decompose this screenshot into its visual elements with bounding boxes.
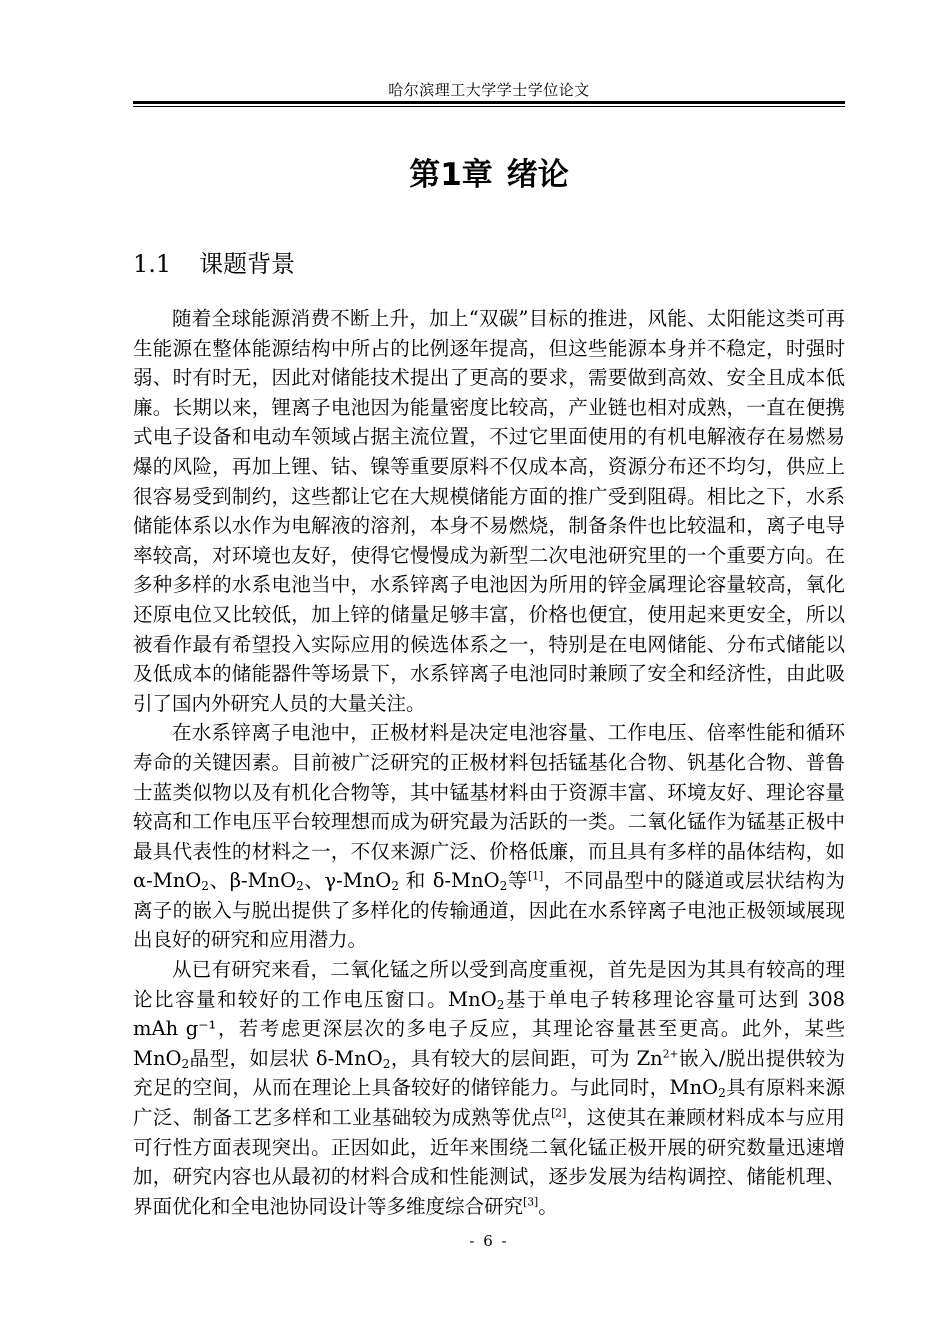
chapter-title: [133, 152, 845, 198]
page-number: - 6 -: [469, 1232, 509, 1250]
section-number: 1.1: [133, 250, 172, 278]
header-rule-thick: [133, 101, 845, 104]
chapter-name: 绪论: [506, 157, 569, 193]
paragraph-1: 随着全球能源消费不断上升，加上“双碳”目标的推进，风能、太阳能这类可再生能源在整体能源结构中所占的比例逐年提高，但这些能源本身并不稳定，时强时弱、时有时无，因此对储能技术提出了更高的要求，需要做到高效、安全且成本低廉。长期以来，锂离子电池因为能量密度比较高，产业链也相对成熟，一直在便携式电子设备和电动车领域占据主流位置，不过它里面使用的有机电解液存在易燃易爆的风险，再加上锂、钴、镍等重要原料不仅成本高，资源分布还不均匀，供应上很容易受到制约，这些都让它在大规模储能方面的推广受到阻碍。相比之下，水系储能体系以水作为电解液的溶剂，本身不易燃烧，制备条件也比较温和，离子电导率较高，对环境也友好，使得它慢慢成为新型二次电池研究里的一个重要方向。在多种多样的水系电池当中，水系锌离子电池因为所用的锌金属理论容量较高，氧化还原电位又比较低，加上锌的储量足够丰富，价格也便宜，使用起来更安全，所以被看作最有希望投入实际应用的候选体系之一，特别是在电网储能、分布式储能以及低成本的储能器件等场景下，水系锌离子电池同时兼顾了安全和经济性，由此吸引了国内外研究人员的大量关注。: [133, 307, 845, 715]
paragraph-3: 从已有研究来看，二氧化锰之所以受到高度重视，首先是因为其具有较高的理论比容量和较好的工作电压窗口。MnO$_2$基于单电子转移理论容量可达到 308 mAh g⁻¹，若考虑更深层次的多电子反应，其理论容量甚至更高。此外，某些 MnO$_2$晶型，如层状 δ-MnO$_2$，具有较大的层间距，可为 $Zn^{2+}$嵌入/脱出提供较为充足的空间，从而在理论上具备较好的储锌能力。与此同时，MnO$_2$具有原料来源广泛、制备工艺多样和工业基础较为成熟等优点[2]，这使其在兼顾材料成本与应用可行性方面表现突出。正因如此，近年来围绕二氧化锰正极开展的研究数量迅速增加，研究内容也从最初的材料合成和性能测试，逐步发展为结构调控、储能机理、界面优化和全电池协同设计等多维度综合研究[3]。: [133, 958, 846, 1218]
section-heading: [133, 246, 295, 282]
header-rule-thin: [133, 106, 845, 107]
citation-2[interactable]: [2]: [551, 1106, 567, 1120]
running-header: 哈尔滨理工大学学士学位论文: [388, 81, 590, 99]
body-text: [133, 304, 845, 1221]
citation-1[interactable]: [1]: [528, 869, 544, 883]
chapter-number: 第1章: [409, 157, 493, 193]
citation-3[interactable]: [3]: [523, 1195, 539, 1209]
section-name: 课题背景: [199, 250, 296, 278]
paragraph-2: 在水系锌离子电池中，正极材料是决定电池容量、工作电压、倍率性能和循环寿命的关键因素。目前被广泛研究的正极材料包括锰基化合物、钒基化合物、普鲁士蓝类似物以及有机化合物等，其中锰基材料由于资源丰富、环境友好、理论容量较高和工作电压平台较理想而成为研究最为活跃的一类。二氧化锰作为锰基正极中最具代表性的材料之一，不仅来源广泛、价格低廉，而且具有多样的晶体结构，如 α-MnO$_2$、β-MnO$_2$、γ-MnO$_2$ 和 δ-MnO$_2$等[1]，不同晶型中的隧道或层状结构为离子的嵌入与脱出提供了多样化的传输通道，因此在水系锌离子电池正极领域展现出良好的研究和应用潜力。: [133, 721, 845, 952]
